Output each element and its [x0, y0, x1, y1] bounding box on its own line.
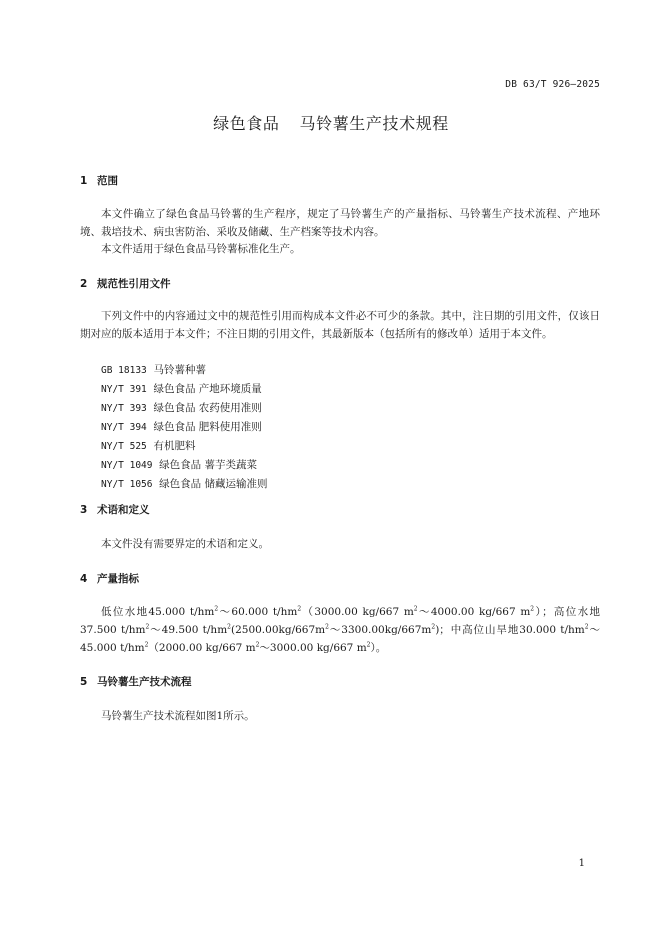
reference-item [101, 437, 268, 456]
section-3-paragraph-1: 本文件没有需要界定的术语和定义。 [101, 538, 269, 550]
section-title: 术语和定义 [97, 504, 150, 516]
section-1-heading [80, 173, 118, 188]
reference-code: NY/T 394 [101, 422, 147, 433]
reference-code: GB 18133 [101, 365, 147, 376]
section-1-paragraph-1: 本文件确立了绿色食品马铃薯的生产程序，规定了马铃薯生产的产量指标、马铃薯生产技术流程、产地环境、栽培技术、病虫害防治、采收及储藏、生产档案等技术内容。 [80, 208, 600, 238]
section-title: 产量指标 [97, 573, 139, 585]
reference-code: NY/T 525 [101, 441, 147, 452]
reference-name: 绿色食品 薯芋类蔬菜 [159, 459, 258, 471]
reference-item [101, 380, 268, 399]
reference-item [101, 361, 268, 380]
reference-code: NY/T 391 [101, 384, 147, 395]
reference-code: NY/T 1049 [101, 460, 153, 471]
reference-code: NY/T 393 [101, 403, 147, 414]
section-title: 马铃薯生产技术流程 [97, 676, 192, 688]
section-number: 3 [80, 504, 88, 516]
section-4-heading [80, 571, 139, 586]
title-part-2: 马铃薯生产技术规程 [299, 114, 449, 133]
reference-item [101, 418, 268, 437]
section-3-heading [80, 502, 150, 517]
yield-paragraph: 低位水地45.000 $t/hm^2\sim 60.000$ $t/hm^2(3000.00$ kg/667 $m^2\sim 4000.00$ kg/667 $m^2$）；高位水地37.500 $t/hm^2\sim 49.500$ $t/hm^2(2500.00kg/667m^2\sim 3300.00kg/667m^2)$；中高位山旱地30.000 $t/hm^2\sim 45.000$ $t/hm^2(2000.00$ kg/667 $m^2\sim 3000.00$ kg/667 $m^2$）。 [80, 605, 601, 654]
reference-name: 马铃薯种薯 [153, 364, 206, 376]
section-title: 范围 [97, 175, 118, 187]
reference-list [101, 361, 268, 494]
page-title [0, 111, 662, 134]
title-part-1: 绿色食品 [213, 114, 280, 133]
doc-code: DB 63/T 926—2025 [505, 79, 600, 90]
reference-name: 绿色食品 产地环境质量 [153, 383, 262, 395]
section-number: 2 [80, 278, 88, 290]
reference-name: 有机肥料 [153, 440, 196, 452]
reference-item [101, 399, 268, 418]
reference-item [101, 456, 268, 475]
reference-name: 绿色食品 肥料使用准则 [153, 421, 262, 433]
section-2-paragraph-1: 下列文件中的内容通过文中的规范性引用而构成本文件必不可少的条款。其中，注日期的引用文件，仅该日期对应的版本适用于本文件；不注日期的引用文件，其最新版本（包括所有的修改单）适用于本文件。 [80, 310, 600, 340]
section-1-paragraph-2: 本文件适用于绿色食品马铃薯标准化生产。 [101, 243, 301, 255]
section-2-heading [80, 276, 171, 291]
reference-item [101, 475, 268, 494]
section-5-paragraph-1: 马铃薯生产技术流程如图1所示。 [101, 710, 255, 722]
reference-name: 绿色食品 储藏运输准则 [159, 478, 268, 490]
section-title: 规范性引用文件 [97, 278, 171, 290]
reference-name: 绿色食品 农药使用准则 [153, 402, 262, 414]
reference-code: NY/T 1056 [101, 479, 153, 490]
page-number: 1 [578, 858, 585, 869]
section-number: 4 [80, 573, 88, 585]
section-number: 5 [80, 676, 88, 688]
section-5-heading [80, 674, 192, 689]
section-number: 1 [80, 175, 88, 187]
